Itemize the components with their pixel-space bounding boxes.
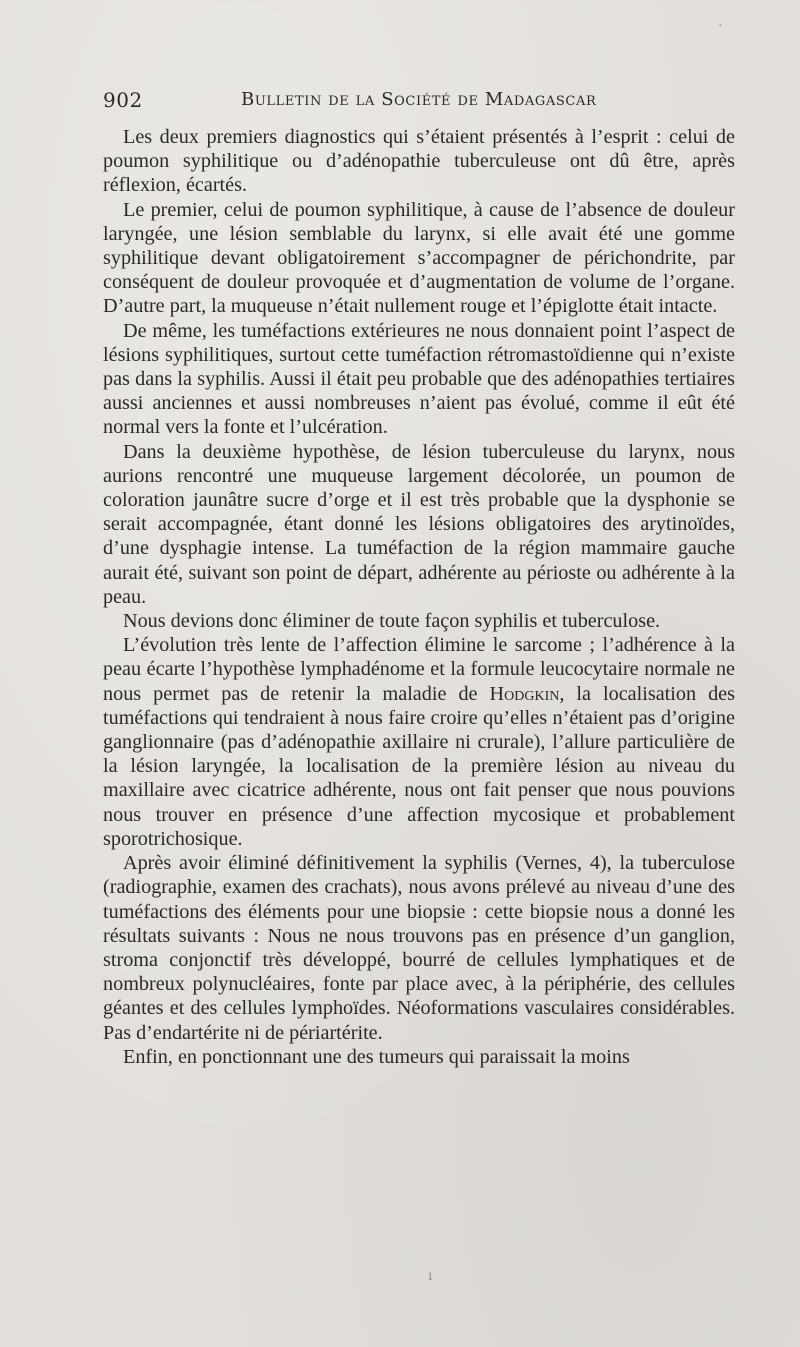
- paragraph-3: De même, les tuméfactions extérieures ne nous donnaient point l’aspect de lésions syphilitiques, surtout cette tuméfaction rétromastoïdienne qui n’existe pas dans la syphilis. Aussi il était peu probable que des adénopathies tertiaires aussi anciennes et aussi nombreuses n’aient pas évolué, comme il eût été normal vers la fonte et l’ulcération.: [103, 319, 735, 439]
- paragraph-5: Nous devions donc éliminer de toute façon syphilis et tuberculose.: [123, 610, 661, 633]
- paper-speck: ·: [718, 18, 723, 34]
- paragraph-2: Le premier, celui de poumon syphilitique, à cause de l’absence de douleur laryngée, une lésion semblable du larynx, si elle avait été une gomme syphilitique devant obligatoirement s’accompagner de périchondrite, par conséquent de douleur provoquée et d’augmentation de volume de l’organe. D’autre part, la muqueuse n’était nullement rouge et l’épiglotte était intacte.: [103, 198, 735, 318]
- paragraph-6: [103, 633, 735, 851]
- paragraph-6-after: , la localisation des tuméfactions qui tendraient à nous faire croire qu’elles n’étaient pas d’origine ganglionnaire (pas d’adénopathie axillaire ni crurale), l’allure particulière de la lésion laryngée, la localisation de la première lésion au niveau du maxillaire avec cicatrice adhérente, nous ont fait penser que nous pouvions nous trouver en présence d’une affection mycosique et probablement sporotrichosique.: [103, 682, 736, 850]
- paper-speck: ı: [428, 1268, 433, 1284]
- paragraph-4: Dans la deuxième hypothèse, de lésion tuberculeuse du larynx, nous aurions rencontré une muqueuse largement décolorée, un poumon de coloration jaunâtre sucre d’orge et il est très probable que la dysphonie se serait accompagnée, étant donné les lésions obligatoires des arytinoïdes, d’une dysphagie intense. La tuméfaction de la région mammaire gauche aurait été, suivant son point de départ, adhérente au périoste ou adhérente à la peau.: [103, 440, 735, 608]
- body-text: [103, 125, 735, 1069]
- running-head: Bulletin de la Société de Madagascar: [241, 89, 597, 110]
- paragraph-6-before: L’évolution très lente de l’affection élimine le sarcome ; l’adhérence à la peau écarte l’hypothèse lymphadénome et la formule leucocytaire normale ne nous permet pas de retenir la maladie de: [103, 634, 735, 705]
- paragraph-8: Enfin, en ponctionnant une des tumeurs qui paraissait la moins: [123, 1045, 630, 1068]
- author-name-hodgkin: Hodgkin: [489, 682, 560, 705]
- page-header: [103, 88, 743, 114]
- paragraph-7: Après avoir éliminé définitivement la syphilis (Vernes, 4), la tuberculose (radiographie, examen des crachats), nous avons prélevé au niveau d’une des tuméfactions des éléments pour une biopsie : cette biopsie nous a donné les résultats suivants : Nous ne nous trouvons pas en présence d’un ganglion, stroma conjonctif très développé, bourré de cellules lymphatiques et de nombreux polynucléaires, fonte par place avec, à la périphérie, des cellules géantes et des cellules lymphoïdes. Néoformations vasculaires considérables. Pas d’endartérite ni de périartérite.: [103, 852, 735, 1044]
- paragraph-1: Les deux premiers diagnostics qui s’étaient présentés à l’esprit : celui de poumon syphilitique ou d’adénopathie tuberculeuse ont dû être, après réflexion, écartés.: [103, 126, 735, 197]
- page-number: 902: [103, 88, 143, 112]
